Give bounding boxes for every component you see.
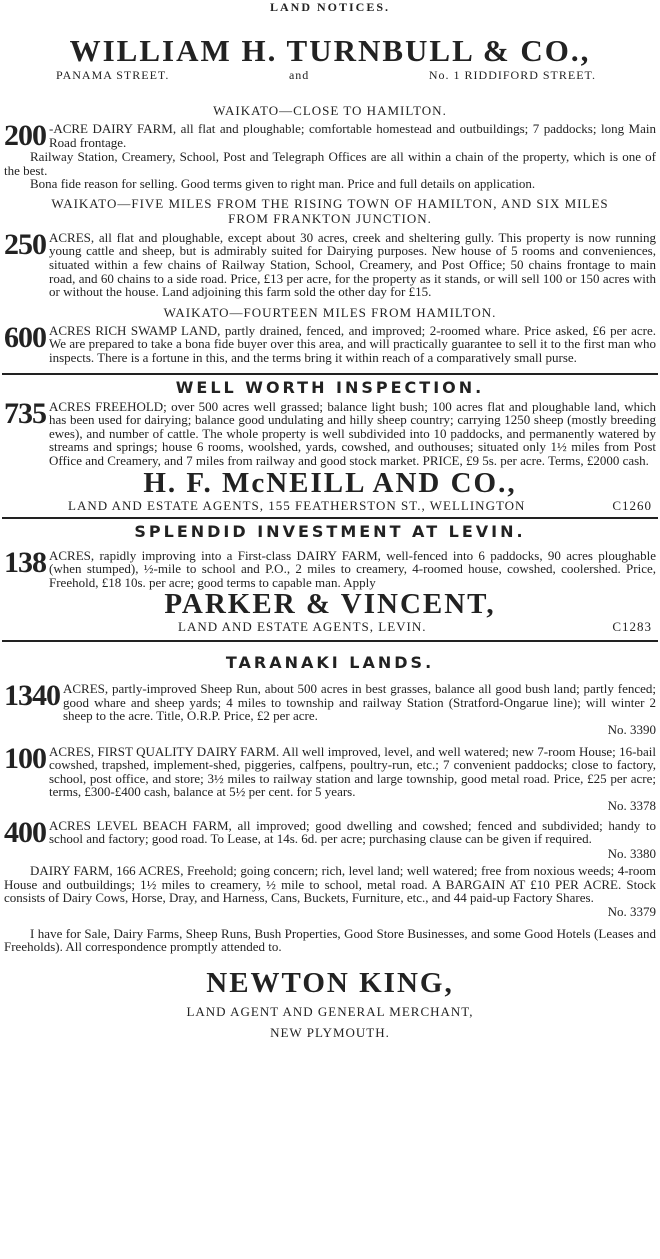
list-item <box>4 815 656 849</box>
item-ref: No. 3378 <box>607 798 656 814</box>
agent-parker-vincent: PARKER & VINCENT, <box>164 588 496 621</box>
ad1-text2: Railway Station, Creamery, School, Post and Telegraph Offices are all within a chain of the property, which is one of the best. <box>4 149 656 178</box>
ad5-heading: SPLENDID INVESTMENT AT LEVIN. <box>134 521 526 541</box>
ad1-body <box>4 119 656 152</box>
agent-parker-vincent-address: LAND AND ESTATE AGENTS, LEVIN. <box>178 619 427 635</box>
ad2-body <box>4 227 656 300</box>
ad1-heading: WAIKATO—CLOSE TO HAMILTON. <box>213 103 447 118</box>
ad5-body <box>4 545 656 590</box>
ad5-acres: 138 <box>4 545 46 579</box>
address-left: PANAMA STREET. <box>56 68 170 82</box>
item-ref: No. 3380 <box>607 845 656 861</box>
ad3-body <box>4 320 656 365</box>
ref-number: C1260 <box>612 497 652 513</box>
ad4-body <box>4 396 656 468</box>
agent-mcneill-address: LAND AND ESTATE AGENTS, 155 FEATHERSTON ST., WELLINGTON <box>68 497 526 513</box>
dairy-farm-ref: No. 3379 <box>607 904 656 919</box>
ad6-heading: TARANAKI LANDS. <box>225 653 435 673</box>
agent-mcneill-sub <box>0 498 660 513</box>
closing-text: I have for Sale, Dairy Farms, Sheep Runs, Bush Properties, Good Store Businesses, and some Good Hotels (Leases and Freeholds). All correspondence promptly attended to. <box>4 925 656 955</box>
item-acres: 1340 <box>4 679 60 713</box>
ad4-text: ACRES FREEHOLD; over 500 acres well grassed; balance light bush; 100 acres flat and ploughable land, which has been used for dairying; balance good undulating and hilly sheep country; carrying 1250 sheep (mostly breeding ewes), and number of cattle. The whole property is well subdivided into 10 paddocks, and permanently watered by streams and springs; house 6 rooms, woolshed, yards, cowshed, and outhouses; situated only 1½ miles from Post Office and Creamery, and 7 miles from railway and good stock market. PRICE, £9 5s. per acre. Terms, £2000 cash. <box>49 398 656 468</box>
section-header: LAND NOTICES. <box>269 0 391 14</box>
ad1-acres: 200 <box>4 119 46 152</box>
ad1-text: -ACRE DAIRY FARM, all flat and ploughable; comfortable homestead and outbuildings; 7 paddocks; long Main Road frontage. <box>49 121 656 150</box>
address-mid: and <box>288 68 310 82</box>
divider <box>2 373 658 375</box>
dairy-farm-text: DAIRY FARM, 166 ACRES, Freehold; going concern; rich, level land; well watered; free from noxious weeds; 4-room House and outbuildings; 1½ miles to creamery, ½ mile to school, metal road. A BARGAIN AT £10 PER ACRE. Stock consists of Dairy Cows, Horse, Dray, and Harness, Cans, Buckets, Furniture, etc., and 44 paid-up Factory Shares. <box>4 863 656 906</box>
item-acres: 400 <box>4 815 46 849</box>
ad2-heading-1: WAIKATO—FIVE MILES FROM THE RISING TOWN OF HAMILTON, AND SIX MILES <box>51 195 609 211</box>
ad3-text: ACRES RICH SWAMP LAND, partly drained, fenced, and improved; 2-roomed whare. Price asked, £6 per acre. We are prepared to take a bona fide buyer over this area, and will practically guarantee to sell it to the first man who inspects. There is a fortune in this, and the terms bring it within reach of a comparatively small purse. <box>49 322 656 365</box>
ad4-acres: 735 <box>4 396 46 430</box>
ad4-heading: WELL WORTH INSPECTION. <box>175 377 485 397</box>
item-ref: No. 3390 <box>607 722 656 738</box>
ad1-text3: Bona fide reason for selling. Good terms given to right man. Price and full details on application. <box>30 176 536 192</box>
ad2-acres: 250 <box>4 227 46 261</box>
taranaki-list <box>0 679 660 861</box>
ad5-text: ACRES, rapidly improving into a First-class DAIRY FARM, well-fenced into 6 paddocks, 90 acres ploughable (when stumped), ½-mile to school and P.O., 2 miles to creamery, 4-roomed house, cowshed, coolershed. Price, Freehold, £18 10s. per acre; good terms to capable man. Apply <box>49 547 656 590</box>
address-right: No. 1 RIDDIFORD STREET. <box>428 68 596 82</box>
firm-address <box>0 68 660 82</box>
list-item <box>4 741 656 800</box>
agent-newton-king: NEWTON KING, <box>206 966 454 999</box>
agent-newton-king-city: NEW PLYMOUTH. <box>270 1024 390 1040</box>
ad3-acres: 600 <box>4 320 46 354</box>
agent-mcneill: H. F. McNEILL AND CO., <box>143 466 517 499</box>
divider <box>2 517 658 519</box>
item-text: ACRES LEVEL BEACH FARM, all improved; good dwelling and cowshed; fenced and subdivided; handy to school and factory; good road. To Lease, at 14s. 6d. per acre; purchasing clause can be given if required. <box>49 817 656 847</box>
list-item <box>4 679 656 724</box>
item-text: ACRES, FIRST QUALITY DAIRY FARM. All well improved, level, and well watered; new 7-room House; 16-bail cowshed, trapshed, implement-shed, piggeries, calfpens, poultry-run, etc.; 7 convenient paddocks; close to factory, school, post office, and store; 3½ miles to railway station and large township, good metal road. Price, £25 per acre; terms, £300-£400 cash, balance at 5½ per cent. for 5 years. <box>49 743 656 800</box>
ad2-text: ACRES, all flat and ploughable, except about 30 acres, creek and sheltering gully. This property is now running young cattle and sheep, but is admirably suited for Dairying purposes. New house of 5 rooms and conveniences, situated within a few chains of Railway Station, School, Creamery, and Post Office; 50 chains frontage to main road, and 60 chains to a side road. Price, £13 per acre, for the property as it stands, or will sell 100 or 150 acres with or without the house. Land adjoining this farm sold the other day for £15. <box>49 229 656 300</box>
item-acres: 100 <box>4 741 46 775</box>
divider <box>2 640 658 642</box>
agent-newton-king-sub: LAND AGENT AND GENERAL MERCHANT, <box>186 1003 474 1019</box>
firm-name-turnbull: WILLIAM H. TURNBULL & CO., <box>69 33 591 68</box>
item-text: ACRES, partly-improved Sheep Run, about 500 acres in best grasses, balance all good bush land; partly fenced; good whare and sheep yards; 4 miles to township and railway Station (Stratford-Ongarue line); will winter 2 sheep to the acre. Title, O.R.P. Price, £2 per acre. <box>63 681 656 724</box>
ad2-heading-2: FROM FRANKTON JUNCTION. <box>228 210 432 226</box>
agent-parker-vincent-sub <box>0 619 660 634</box>
ad3-heading: WAIKATO—FOURTEEN MILES FROM HAMILTON. <box>163 304 497 320</box>
ref-number: C1283 <box>612 619 652 635</box>
